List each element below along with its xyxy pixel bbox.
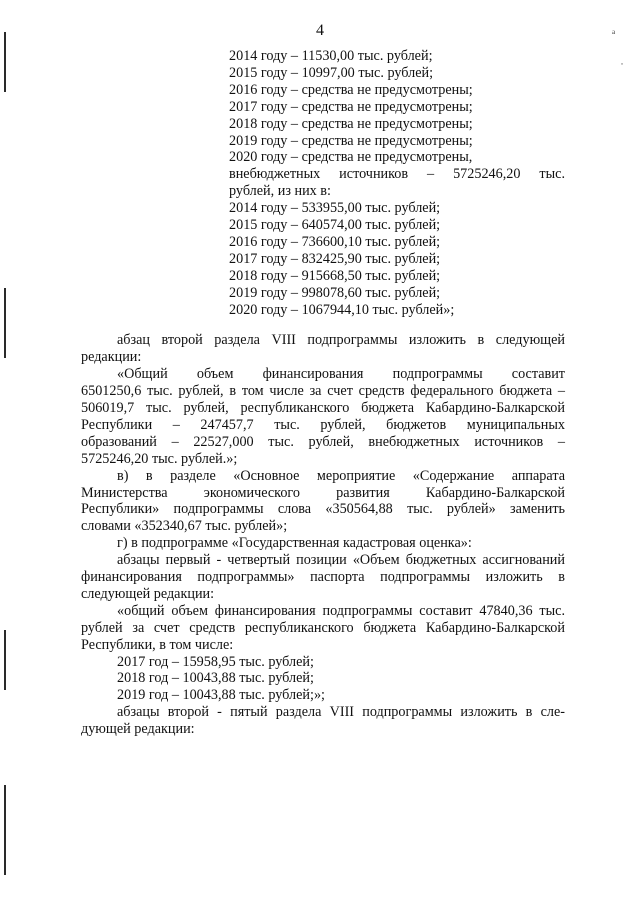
text-line: 2017 году – средства не предусмотрены;	[229, 98, 473, 115]
text-line: 5725246,20 тыс. рублей.»;	[81, 450, 238, 467]
text-line: Республики» подпрограммы слова «350564,88 тыс. рублей» заменить	[81, 501, 565, 518]
text-line: 2018 году – 915668,50 тыс. рублей;	[229, 267, 441, 284]
text-line: финансирования подпрограммы» паспорта подпрограммы изложить в	[81, 569, 565, 585]
text-line: 2019 год – 10043,88 тыс. рублей;»;	[117, 687, 325, 704]
text-line: г) в подпрограмме «Государственная кадастровая оценка»:	[117, 535, 472, 552]
scan-margin-line	[4, 288, 6, 358]
scan-margin-line	[4, 32, 6, 92]
text-line: 2019 году – средства не предусмотрены;	[229, 132, 473, 149]
text-line: абзацы второй - пятый раздела VIII подпрограммы изложить в сле-	[117, 704, 565, 721]
text-line: 2020 году – 1067944,10 тыс. рублей»;	[229, 301, 455, 318]
text-line: Республики – 247457,7 тыс. рублей, бюджетов муниципальных	[81, 416, 565, 433]
text-line: «общий объем финансирования подпрограммы составит 47840,36 тыс.	[117, 602, 565, 619]
text-line: 2014 году – 11530,00 тыс. рублей;	[229, 48, 433, 64]
text-line: 2018 году – средства не предусмотрены;	[229, 115, 473, 132]
text-line: 6501250,6 тыс. рублей, в том числе за счет средств федерального бюджета –	[81, 383, 565, 400]
text-line: 2015 году – 10997,00 тыс. рублей;	[229, 64, 434, 81]
text-line: редакции:	[81, 349, 142, 366]
text-line: 2016 году – 736600,10 тыс. рублей;	[229, 233, 441, 250]
text-line: абзацы первый - четвертый позиции «Объем бюджетных ассигнований	[117, 552, 565, 569]
text-line: 2020 году – средства не предусмотрены,	[229, 149, 473, 166]
text-line: абзац второй раздела VIII подпрограммы изложить в следующей	[117, 332, 565, 349]
text-line: 2015 году – 640574,00 тыс. рублей;	[229, 217, 441, 233]
text-line: 2017 году – 832425,90 тыс. рублей;	[229, 250, 441, 267]
text-line: словами «352340,67 тыс. рублей»;	[81, 518, 288, 535]
text-line: 2016 году – средства не предусмотрены;	[229, 81, 473, 98]
text-line: 2018 год – 10043,88 тыс. рублей;	[117, 670, 314, 687]
text-line: Министерства экономического развития Кабардино-Балкарской	[81, 484, 565, 501]
text-line: 2019 году – 998078,60 тыс. рублей;	[229, 284, 441, 301]
text-line: 2017 год – 15958,95 тыс. рублей;	[117, 653, 314, 670]
text-line: рублей, из них в:	[229, 183, 331, 200]
text-line: «Общий объем финансирования подпрограммы составит	[117, 366, 565, 383]
text-line: 2014 году – 533955,00 тыс. рублей;	[229, 200, 441, 217]
scan-mark: ˙	[620, 60, 624, 74]
text-line: дующей редакции:	[81, 721, 195, 738]
text-line: образований – 22527,000 тыс. рублей, внебюджетных источников –	[81, 433, 565, 450]
text-line: Республики, в том числе:	[81, 636, 234, 653]
text-line: рублей за счет средств республиканского бюджета Кабардино-Балкарской	[81, 619, 565, 636]
text-line: 506019,7 тыс. рублей, республиканского бюджета Кабардино-Балкарской	[81, 400, 565, 416]
scan-margin-line	[4, 785, 6, 875]
text-line: внебюджетных источников – 5725246,20 тыс.	[229, 166, 565, 183]
text-line: следующей редакции:	[81, 585, 215, 602]
scan-margin-line	[4, 630, 6, 690]
text-line: в) в разделе «Основное мероприятие «Содержание аппарата	[117, 467, 565, 484]
page-number: 4	[316, 22, 324, 39]
scan-mark: ₐ	[612, 22, 616, 36]
